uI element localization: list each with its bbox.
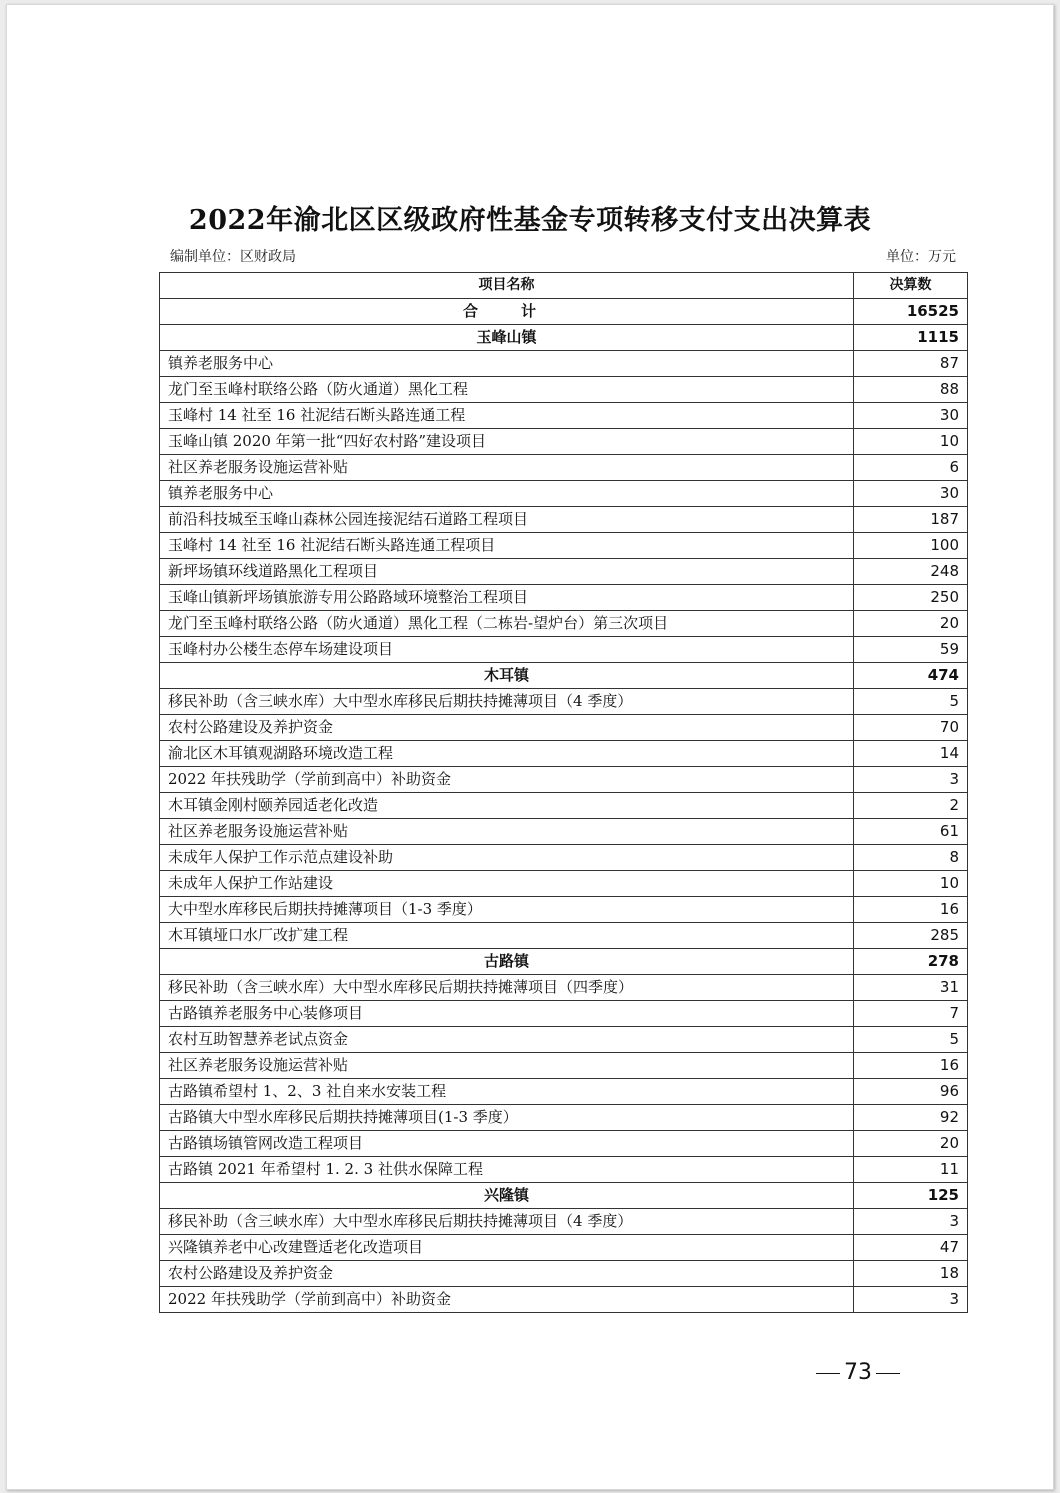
- project-value: 3: [854, 1287, 968, 1313]
- project-value: 16: [854, 897, 968, 923]
- project-name: 古路镇希望村 1、2、3 社自来水安装工程: [160, 1079, 854, 1105]
- project-value: 96: [854, 1079, 968, 1105]
- page-number: [812, 1360, 904, 1385]
- project-value: 30: [854, 481, 968, 507]
- project-name: 木耳镇垭口水厂改扩建工程: [160, 923, 854, 949]
- project-value: 187: [854, 507, 968, 533]
- project-name: 龙门至玉峰村联络公路（防火通道）黑化工程: [160, 377, 854, 403]
- project-value: 87: [854, 351, 968, 377]
- table-row: [160, 481, 968, 507]
- table-row: [160, 1105, 968, 1131]
- table-row: [160, 715, 968, 741]
- total-label: 合 计: [160, 299, 854, 325]
- project-name: 未成年人保护工作示范点建设补助: [160, 845, 854, 871]
- project-value: 285: [854, 923, 968, 949]
- page-number-dash-right: [876, 1373, 900, 1374]
- group-name: 玉峰山镇: [160, 325, 854, 351]
- project-value: 248: [854, 559, 968, 585]
- project-value: 14: [854, 741, 968, 767]
- project-value: 6: [854, 455, 968, 481]
- table-row: [160, 975, 968, 1001]
- currency-unit: 单位：万元: [886, 249, 956, 265]
- project-value: 88: [854, 377, 968, 403]
- project-value: 47: [854, 1235, 968, 1261]
- project-name: 2022 年扶残助学（学前到高中）补助资金: [160, 767, 854, 793]
- project-name: 古路镇大中型水库移民后期扶持摊薄项目(1-3 季度）: [160, 1105, 854, 1131]
- project-value: 3: [854, 1209, 968, 1235]
- budget-table: [159, 272, 968, 1313]
- group-value: 1115: [854, 325, 968, 351]
- page-title: 2022年渝北区区级政府性基金专项转移支付支出决算表: [188, 205, 872, 236]
- project-name: 移民补助（含三峡水库）大中型水库移民后期扶持摊薄项目（4 季度）: [160, 689, 854, 715]
- total-value: 16525: [854, 299, 968, 325]
- project-name: 玉峰村 14 社至 16 社泥结石断头路连通工程: [160, 403, 854, 429]
- project-name: 未成年人保护工作站建设: [160, 871, 854, 897]
- table-row: [160, 1157, 968, 1183]
- project-name: 移民补助（含三峡水库）大中型水库移民后期扶持摊薄项目（4 季度）: [160, 1209, 854, 1235]
- project-value: 11: [854, 1157, 968, 1183]
- project-name: 农村公路建设及养护资金: [160, 1261, 854, 1287]
- project-value: 18: [854, 1261, 968, 1287]
- page-number-dash-left: [816, 1373, 840, 1374]
- group-row: [160, 325, 968, 351]
- project-name: 玉峰村 14 社至 16 社泥结石断头路连通工程项目: [160, 533, 854, 559]
- table-row: [160, 741, 968, 767]
- total-row: [160, 299, 968, 325]
- group-value: 125: [854, 1183, 968, 1209]
- table-row: [160, 845, 968, 871]
- project-name: 社区养老服务设施运营补贴: [160, 455, 854, 481]
- project-value: 30: [854, 403, 968, 429]
- group-row: [160, 1183, 968, 1209]
- project-value: 2: [854, 793, 968, 819]
- table-row: [160, 377, 968, 403]
- table-row: [160, 1027, 968, 1053]
- project-value: 16: [854, 1053, 968, 1079]
- page-number-value: 73: [844, 1360, 872, 1385]
- group-name: 古路镇: [160, 949, 854, 975]
- project-value: 5: [854, 689, 968, 715]
- group-name: 木耳镇: [160, 663, 854, 689]
- project-name: 玉峰山镇 2020 年第一批“四好农村路”建设项目: [160, 429, 854, 455]
- project-name: 兴隆镇养老中心改建暨适老化改造项目: [160, 1235, 854, 1261]
- project-value: 10: [854, 429, 968, 455]
- project-name: 渝北区木耳镇观湖路环境改造工程: [160, 741, 854, 767]
- table-row: [160, 1261, 968, 1287]
- project-name: 古路镇养老服务中心装修项目: [160, 1001, 854, 1027]
- project-value: 5: [854, 1027, 968, 1053]
- table-row: [160, 611, 968, 637]
- project-name: 农村公路建设及养护资金: [160, 715, 854, 741]
- project-value: 59: [854, 637, 968, 663]
- project-value: 3: [854, 767, 968, 793]
- group-value: 278: [854, 949, 968, 975]
- table-row: [160, 689, 968, 715]
- project-value: 31: [854, 975, 968, 1001]
- project-name: 社区养老服务设施运营补贴: [160, 819, 854, 845]
- table-row: [160, 1235, 968, 1261]
- table-row: [160, 403, 968, 429]
- project-name: 农村互助智慧养老试点资金: [160, 1027, 854, 1053]
- project-name: 前沿科技城至玉峰山森林公园连接泥结石道路工程项目: [160, 507, 854, 533]
- project-value: 8: [854, 845, 968, 871]
- table-row: [160, 559, 968, 585]
- table-row: [160, 871, 968, 897]
- project-value: 61: [854, 819, 968, 845]
- table-row: [160, 1001, 968, 1027]
- project-name: 木耳镇金刚村颐养园适老化改造: [160, 793, 854, 819]
- project-value: 250: [854, 585, 968, 611]
- project-value: 100: [854, 533, 968, 559]
- table-row: [160, 585, 968, 611]
- project-value: 92: [854, 1105, 968, 1131]
- table-row: [160, 351, 968, 377]
- header-amount: 决算数: [854, 273, 968, 299]
- table-row: [160, 793, 968, 819]
- project-name: 镇养老服务中心: [160, 351, 854, 377]
- group-row: [160, 663, 968, 689]
- compiling-unit: 编制单位：区财政局: [170, 249, 296, 265]
- group-value: 474: [854, 663, 968, 689]
- project-value: 7: [854, 1001, 968, 1027]
- group-row: [160, 949, 968, 975]
- table-row: [160, 1131, 968, 1157]
- table-row: [160, 767, 968, 793]
- table-row: [160, 1079, 968, 1105]
- project-name: 大中型水库移民后期扶持摊薄项目（1-3 季度）: [160, 897, 854, 923]
- project-value: 70: [854, 715, 968, 741]
- project-name: 古路镇场镇管网改造工程项目: [160, 1131, 854, 1157]
- project-name: 移民补助（含三峡水库）大中型水库移民后期扶持摊薄项目（四季度）: [160, 975, 854, 1001]
- table-row: [160, 637, 968, 663]
- table-row: [160, 897, 968, 923]
- table-row: [160, 1209, 968, 1235]
- table-row: [160, 923, 968, 949]
- project-name: 镇养老服务中心: [160, 481, 854, 507]
- project-value: 20: [854, 1131, 968, 1157]
- project-value: 20: [854, 611, 968, 637]
- header-project-name: 项目名称: [160, 273, 854, 299]
- table-row: [160, 507, 968, 533]
- table-header-row: [160, 273, 968, 299]
- project-name: 玉峰村办公楼生态停车场建设项目: [160, 637, 854, 663]
- table-row: [160, 533, 968, 559]
- project-name: 龙门至玉峰村联络公路（防火通道）黑化工程（二栋岩-望炉台）第三次项目: [160, 611, 854, 637]
- project-name: 2022 年扶残助学（学前到高中）补助资金: [160, 1287, 854, 1313]
- table-row: [160, 1287, 968, 1313]
- group-name: 兴隆镇: [160, 1183, 854, 1209]
- project-name: 新坪场镇环线道路黑化工程项目: [160, 559, 854, 585]
- table-row: [160, 429, 968, 455]
- table-row: [160, 455, 968, 481]
- table-row: [160, 1053, 968, 1079]
- project-name: 古路镇 2021 年希望村 1. 2. 3 社供水保障工程: [160, 1157, 854, 1183]
- project-name: 社区养老服务设施运营补贴: [160, 1053, 854, 1079]
- project-value: 10: [854, 871, 968, 897]
- project-name: 玉峰山镇新坪场镇旅游专用公路路域环境整治工程项目: [160, 585, 854, 611]
- table-row: [160, 819, 968, 845]
